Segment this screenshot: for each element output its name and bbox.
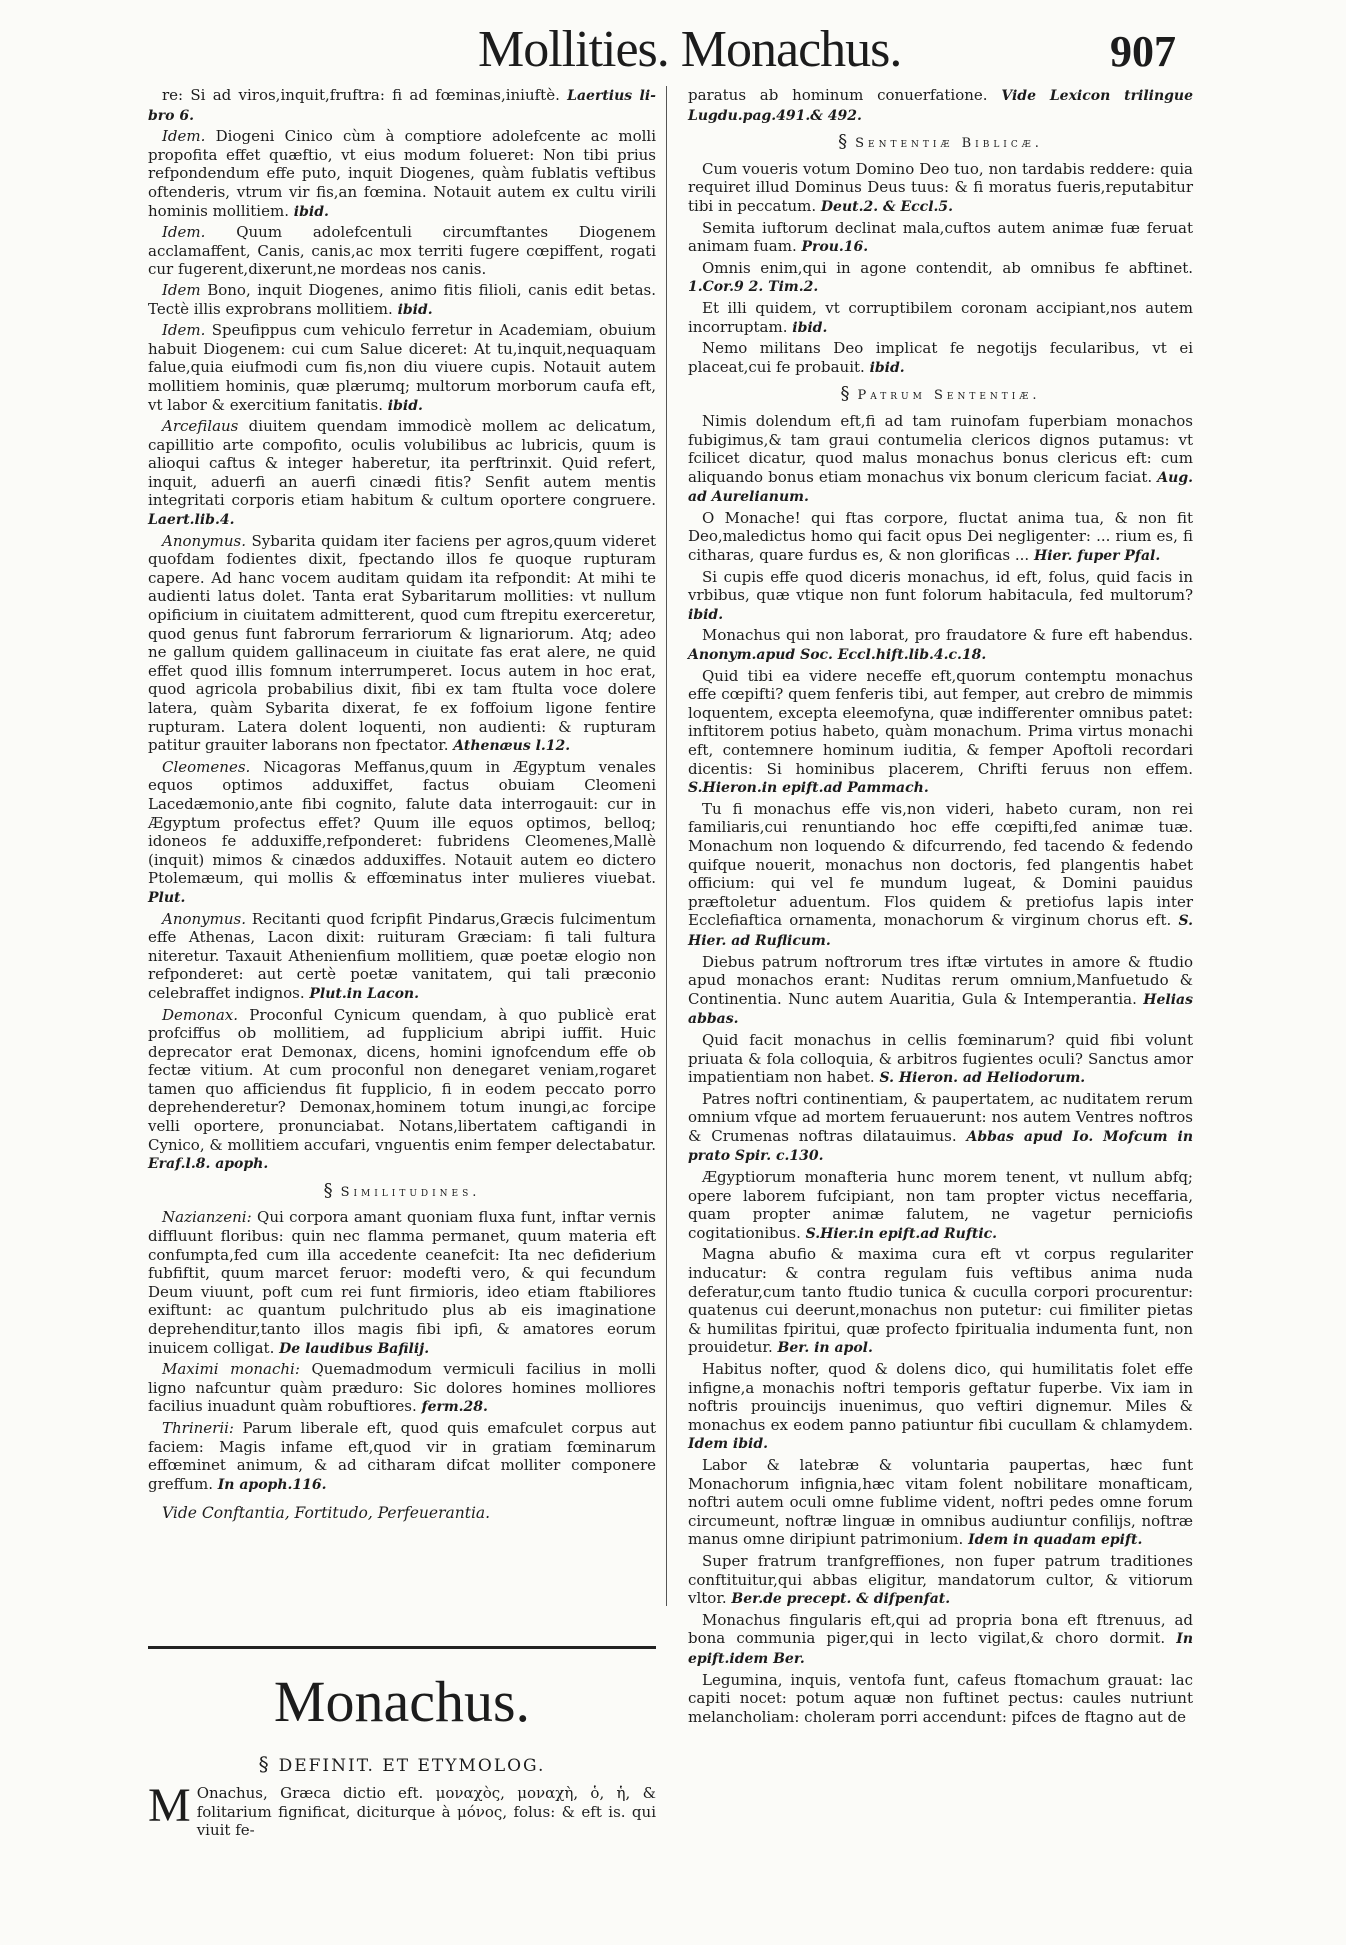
entry-reference: Abbas apud Io. Mofcum in prato Spir. c.130. (688, 1128, 1194, 1165)
entry-paragraph (148, 910, 656, 1004)
entry-text: Tu fi monachus effe vis,non videri, habeto curam, non rei familiaris,cui renuntiando hoc effe cœpifti,fed animæ tuæ. Monachum non loquendo & difcurrendo, fed tacendo & fedendo quifque nouerit, monachus non doctoris, fed plangentis habet officium: qui vel fe mundum lugeat, & Domini pauidus præftoletur aduentum. Flos quidem & pretiofus lapis inter Ecclefiaftica ornamenta, monachorum & virginum chorus eft. (688, 799, 1193, 930)
entry-reference: 1.Cor.9 2. Tim.2. (688, 279, 819, 296)
entry-paragraph (688, 160, 1193, 217)
entry-text: Semita iuftorum declinat mala,cuftos autem animæ fuæ feruat animam fuam. (688, 218, 1193, 256)
entry-author: Idem. (162, 223, 206, 242)
entry-reference: S. Hieron. ad Heliodorum. (879, 1070, 1086, 1087)
entry-paragraph (688, 1360, 1193, 1454)
entry-reference: Laertius li- bro 6. (148, 88, 656, 124)
entry-reference: ibid. (387, 397, 423, 414)
entry-author: Demonax. (162, 1005, 238, 1024)
entry-text: Parum liberale eft, quod quis emafculet corpus aut faciem: Magis infame eft,quod vir in gratiam fœminarum effœminet animum, & ad citharam difcat molliter componere greffum. (148, 1418, 656, 1493)
entry-text: Diogeni Cinico cùm à comptiore adolefcente ac molli propofita effet quæftio, vt eius modum folueret: Non tibi prius refpondendum effe puto, inquit Diogenes, quàm fublatis veftibus oftenderis, vtrum vir fis,an fœmina. Notauit autem ex cultu virili hominis mollitiem. (148, 127, 656, 220)
entry-reference: S. Hier. ad Ruflicum. (688, 913, 1193, 949)
biblicae-heading: § Sententiæ Biblicæ. (838, 131, 1043, 153)
entry-text: Proconful Cynicum quendam, à quo publicè erat profciffus ob mollitiem, ad fupplicium abripi iuffit. Huic deprecator erat Demonax, dicens, homini ignofcendum effe ob fectæ vitium. At cum proconful non denegaret veniam,rogaret tamen quo afficiendus fit fupplicio, fi in eodem peccato porro deprehenderetur? Demonax,hominem totum inungi,ac forcipe velli oportere, pronunciabat. Notans,libertatem caftigandi in Cynico, & mollitiem accufari, vnguentis enim femper delectabatur. (148, 1005, 656, 1154)
entry-text: Bono, inquit Diogenes, animo fitis filioli, canis edit betas. Tectè illis exprobrans mollitiem. (148, 280, 656, 318)
entry-text: Quid tibi ea videre neceffe eft,quorum contemptu monachus effe cœpifti? quem fenferis tibi, aut femper, aut crebro de mimmis loquentem, excepta eleemofyna, quæ indifferenter omnibus patet: inftitorem potius habeto, quàm monachum. Prima virtus monachi eft, contemnere hominum iuditia, & femper Apoftoli recordari dicentis: Si hominibus placerem, Chrifti feruus non effem. (688, 666, 1193, 778)
entry-text: Magna abufio & maxima cura eft vt corpus regulariter inducatur: & contra regulam fuis veftibus anima nuda deferatur,cum tanto ftudio tunica & cuculla corpori procurentur: quatenus cui deerunt,monachus non putetur: cui fimiliter pietas & humilitas fpiritui, quæ profecto fpiritualia indumenta funt, non prouidetur. (688, 1245, 1193, 1357)
entry-paragraph (688, 800, 1193, 951)
entry-author: Arcefilaus (162, 417, 239, 436)
entry-author: Idem (162, 280, 201, 299)
entry-paragraph (148, 1419, 656, 1494)
entry-text: Speufippus cum vehiculo ferretur in Academiam, obuium habuit Diogenem: cui cum Salue diceret: At tu,inquit,nequaquam falue,quia eiufmodi cum fis,non diu viuere cupis. Notauit autem mollitiem hominis, quæ plærumq; multorum morborum caufa eft, vt labor & exercitium fanitatis. (148, 321, 656, 414)
entry-text: Et illi quidem, vt corruptibilem coronam accipiant,nos autem incorruptam. (688, 298, 1193, 336)
entry-text: Monachus fingularis eft,qui ad propria bona eft ftrenuus, ad bona communia piger,qui in lecto vigilat,& choro dormit. (688, 1610, 1193, 1648)
entry-reference: Deut.2. & Eccl.5. (820, 198, 954, 215)
entry-paragraph (688, 953, 1193, 1029)
entry-text: O Monache! qui ftas corpore, fluctat anima tua, & non fit Deo,maledictus homo qui facit opus Dei negligenter: ... rium es, fi citharas, quare furdus es, & non glorificas ... (688, 508, 1193, 565)
entry-paragraph (688, 568, 1193, 625)
entry-reference: Plut. (148, 889, 186, 906)
entry-paragraph (688, 1552, 1193, 1609)
entry-author: Anonymus. (162, 909, 247, 928)
entry-reference: Idem in quadam epift. (968, 1532, 1143, 1549)
entry-author: Thrinerii: (162, 1418, 234, 1437)
entry-text: Diebus patrum noftrorum tres iftæ virtutes in amore & ftudio apud monachos erant: Nuditas rerum omnium,Manfuetudo & Continentia. Nunc autem Auaritia, Gula & Intemperantia. (688, 952, 1193, 1008)
entry-reference: Athenæus l.12. (453, 738, 571, 755)
entry-reference: ibid. (397, 301, 433, 318)
entry-paragraph (148, 127, 656, 221)
entry-paragraph (148, 321, 656, 415)
entry-paragraph (148, 758, 656, 908)
entry-text: Nimis dolendum eft,fi ad tam ruinofam fuperbiam monachos fubigimus,& tam graui contumelia clericos dignos putamus: vt fcilicet dicatur, quod malus monachus bonus clericus eft: cum aliquando bonus etiam monachus vix bonum clericum faciat. (688, 411, 1193, 486)
section-mark-icon: § (838, 131, 848, 153)
entry-paragraph (688, 299, 1193, 337)
page-number: 907 (1110, 27, 1176, 76)
cross-reference: Vide Conftantia, Fortitudo, Perfeuerantia. (162, 1504, 491, 1523)
entry-text: Super fratrum tranfgreffiones, non fuper patrum traditiones conftituitur,qui abbas eligitur, mandatorum cultor, & vitiorum vltor. (688, 1551, 1193, 1608)
entry-text: Quemadmodum vermiculi facilius in molli ligno nafcuntur quàm prædurο: Sic dolores homines molliores facilius inuadunt quàm robuftiores. (148, 1360, 656, 1416)
entry-author: Idem. (162, 127, 206, 146)
entry-text: Qui corpora amant quoniam fluxa funt, inftar vernis diffluunt floribus: quin nec flamma permanet, quum materia eft confumpta,fed cum illa accedente ceanefcit: Ita nec defiderium fubfiftit, quum marcet feruor: modefti vero, & qui fecundum Deum viuunt, poft cum rei funt firmioris, ideo etiam ftabiliores exiftunt: ac quantum pulchritudo plus ab eis imaginatione deprehenditur,tanto illos magis fibi ipfi, & amatores eorum inuicem colligat. (148, 1208, 656, 1357)
entry-text: Quid facit monachus in cellis fœminarum? quid fibi volunt priuata & fola colloquia, & arbitros fugientes oculi? Sanctus amor impatientiam non habet. (688, 1030, 1193, 1087)
entry-reference: ibid. (688, 606, 724, 623)
entry-reference: Ber. in apol. (777, 1340, 873, 1357)
entry-paragraph (148, 281, 656, 319)
entry-paragraph (148, 532, 656, 756)
entry-paragraph (688, 667, 1193, 798)
entry-reference: In apoph.116. (217, 1476, 327, 1493)
definit-body (148, 1779, 656, 1840)
entry-reference: ferm.28. (421, 1399, 488, 1416)
entry-text: Labor & latebræ & voluntaria paupertas, hæc funt Monachorum infignia,hæc vitam folent nobilitare monafticam, noftri autem oculi omne fublime vident, noftri pedes omne forum circumeunt, noftræ linguæ in omnibus audiuntur confilijs, noftræ manus omne diripiunt patrimonium. (688, 1455, 1193, 1549)
entry-paragraph (148, 1208, 656, 1358)
entry-paragraph (688, 259, 1193, 297)
entry-text: Nemo militans Deo implicat fe negotijs fecularibus, vt ei placeat,cui fe probauit. (688, 339, 1193, 376)
biblicae-entries (688, 160, 1193, 378)
entry-author: Maximi monachi: (162, 1360, 300, 1379)
entry-reference: Aug. ad Aurelianum. (688, 469, 1193, 506)
entry-paragraph (688, 1031, 1193, 1088)
definit-heading: § DEFINIT. ET ETYMOLOG. (258, 1752, 546, 1776)
patrum-entries (688, 412, 1193, 1726)
entry-paragraph (148, 86, 656, 125)
entry-paragraph (688, 626, 1193, 664)
entry-text: Nicagoras Meffanus,quum in Ægyptum venales equos optimos adduxiffet, factus obuiam Cleomeni Lacedæmonio,ante fibi cognito, falute data interrogauit: cur in Ægyptum profectus effet? Quum ille equos optimos, belloq; idoneos fe adduxiffe,refponderet: fubridens Cleomenes,Mallè (inquit) mimos & cinædos adduxiffes. Notauit autem eo dictero Ptolemæum, qui mollis & effœminatus inter mulieres viuebat. (148, 757, 656, 888)
entry-reference: ibid. (869, 359, 905, 376)
similitudines-heading: § Similitudines. (323, 1179, 481, 1201)
entry-paragraph (688, 1456, 1193, 1550)
entry-paragraph (688, 1671, 1193, 1727)
entry-text: Recitanti quod fcripfit Pindarus,Græcis fulcimentum effe Athenas, Lacon dixit: ruituram Græciam: fi tali fultura niteretur. Taxauit Athenienfium mollitiem, quæ poetæ elogio non refponderet: aut certè poetæ vanitatem, qui tali præconio celebraffet indignos. (148, 909, 656, 1002)
definit-text: Onachus, Græca dictio eft. μοναχὸς, μοναχὴ, ὁ, ἡ, & folitarium fignificat, diciturque à μόνος, folus: & eft is. qui viuit fe- (196, 1784, 656, 1840)
entry-reference: Idem ibid. (688, 1436, 769, 1453)
left-column (148, 86, 656, 1523)
entry-text: Legumina, inquis, ventofa funt, cafeus ftomachum grauat: lac capiti nocet: potum aquæ non fuftinet pectus: caules nutriunt melancholiam: choleram porri accendunt: pifces de ftagno aut de (688, 1670, 1193, 1726)
entry-reference: Eraf.l.8. apoph. (148, 1156, 269, 1173)
entry-paragraph (688, 1245, 1193, 1358)
entry-author: Cleomenes. (162, 757, 251, 776)
entry-paragraph (148, 1360, 656, 1417)
entry-text: Ægyptiorum monafteria hunc morem tenent, vt nullum abfq; opere laborem fufcipiant, non tam propter victus neceffaria, quam propter animæ falutem, ne vagetur perniciofis cogitationibus. (688, 1168, 1193, 1242)
column-divider (666, 86, 667, 1606)
entry-paragraph (688, 1611, 1193, 1669)
entry-reference: Prou.16. (801, 239, 869, 256)
entry-paragraph (148, 417, 656, 530)
running-head: Mollities. Monachus. (478, 21, 902, 78)
entry-text: Monachus qui non laborat, pro fraudatore & fure eft habendus. (702, 626, 1193, 645)
mollities-entries (148, 86, 656, 1174)
entry-reference: ibid. (792, 319, 828, 336)
entry-paragraph (688, 509, 1193, 566)
entry-text: Sybarita quidam iter faciens per agros,quum videret quofdam fodientes dixit, fpectando illos fe quoque rupturam capere. Ad hanc vocem auditam quidam ita refpondit: At mihi te audienti latus dolet. Tanta erat Sybaritarum mollities: vt nullum opificium in ciuitatem admitterent, quod cum ftrepitu exerceretur, quod genus funt fabrorum ferrariorum & lignariorum. Atq; adeo ne gallum quidem gallinaceum in ciuitate fas erat alere, ne quid effet quod illis fomnum interrumperet. Iocus autem in hoc erat, quod agricola probabilius dixit, fibi ex tam ftulta voce dolere latera, quàm Sybarita dixerat, fe ex foffoium ligone fentire rupturam. Latera dolent loquenti, non audienti: & rupturam patitur grauiter laborans non fpectator. (148, 531, 656, 755)
entry-reference: Helias abbas. (688, 991, 1193, 1028)
entry-text: diuitem quendam immodicè mollem ac delicatum, capillitio arte compofito, oculis volubilibus ac lubricis, quum is alioqui caftus & integer haberetur, ita perftrinxit. Quid refert, inquit, aduerfi an auerfi cinædi fitis? Senfit autem mentis integritati corporis etiam habitum & cultum oportere congruere. (148, 417, 656, 510)
entry-text: Quum adolefcentuli circumftantes Diogenem acclamaffent, Canis, canis,ac mox territi fugere cœpiffent, rogati cur fugerent,dixerunt,ne mordeas nos canis. (148, 223, 656, 279)
entry-reference: ibid. (293, 203, 329, 220)
entry-paragraph (688, 1168, 1193, 1243)
section-mark-icon: § (323, 1179, 333, 1201)
entry-reference: Laert.lib.4. (148, 512, 235, 529)
entry-author: Anonymus. (162, 531, 247, 550)
right-column (688, 86, 1193, 1728)
entry-text: Patres noftri continentiam, & paupertatem, ac nuditatem rerum omnium vfque ad mortem feruauerunt: nos autem Ventres noftros & Crumenas noftras dilatauimus. (688, 1089, 1193, 1145)
entry-author: Nazianzeni: (162, 1208, 252, 1227)
similitudines-entries (148, 1208, 656, 1494)
entry-paragraph (148, 223, 656, 279)
entry-text: Habitus nofter, quod & dolens dico, qui humilitatis folet effe infigne,a monachis noftri temporis geftatur fuperbe. Vix iam in noftris prouincijs inuenimus, quo veftiri dignemur. Miles & monachus ex eodem panno patiuntur fibi cucullam & chlamydem. (688, 1360, 1193, 1434)
section-title: Monachus. (273, 1669, 531, 1734)
entry-reference: Plut.in Lacon. (309, 985, 419, 1002)
entry-text: Si cupis effe quod diceris monachus, id eft, folus, quid facis in vrbibus, quæ vtique non funt folorum habitacula, fed multorum? (688, 567, 1193, 605)
section-mark-icon: § (840, 383, 850, 405)
drop-cap: M (148, 1779, 191, 1832)
entry-reference: De laudibus Bafilij. (279, 1340, 430, 1357)
entry-author: Idem. (162, 321, 206, 340)
entry-text: Omnis enim,qui in agone contendit, ab omnibus fe abftinet. (702, 258, 1193, 277)
entry-paragraph (688, 1090, 1193, 1166)
entry-reference: In epift.idem Ber. (688, 1631, 1193, 1667)
entry-reference: S.Hier.in epift.ad Ruftic. (805, 1225, 998, 1242)
section-mark-icon: § (258, 1752, 271, 1776)
entry-paragraph (688, 339, 1193, 377)
entry-reference: Anonym.apud Soc. Eccl.hift.lib.4.c.18. (688, 647, 987, 664)
entry-reference: Hier. fuper Pfal. (1033, 548, 1161, 565)
patrum-heading: § Patrum Sententiæ. (840, 383, 1041, 405)
entry-reference: S.Hieron.in epift.ad Pammach. (688, 780, 929, 797)
section-rule (148, 1646, 656, 1649)
entry-paragraph (688, 219, 1193, 257)
entry-reference: Ber.de precept. & difpenfat. (731, 1591, 951, 1608)
intro-entry: paratus ab hominum conuerfatione. Vide Lexicon trilingue Lugdu.pag.491.& 492. (688, 86, 1194, 124)
entry-paragraph (688, 412, 1193, 507)
page-header (0, 18, 1346, 82)
entry-text: re: Si ad viros,inquit,fruftra: fi ad fœminas,iniuftè. (162, 86, 560, 104)
entry-text: Cum voueris votum Domino Deo tuo, non tardabis reddere: quia requiret illud Dominus Deus tuus: & fi moratus fueris,reputabitur tibi in peccatum. (688, 159, 1193, 215)
entry-paragraph (148, 1006, 656, 1174)
